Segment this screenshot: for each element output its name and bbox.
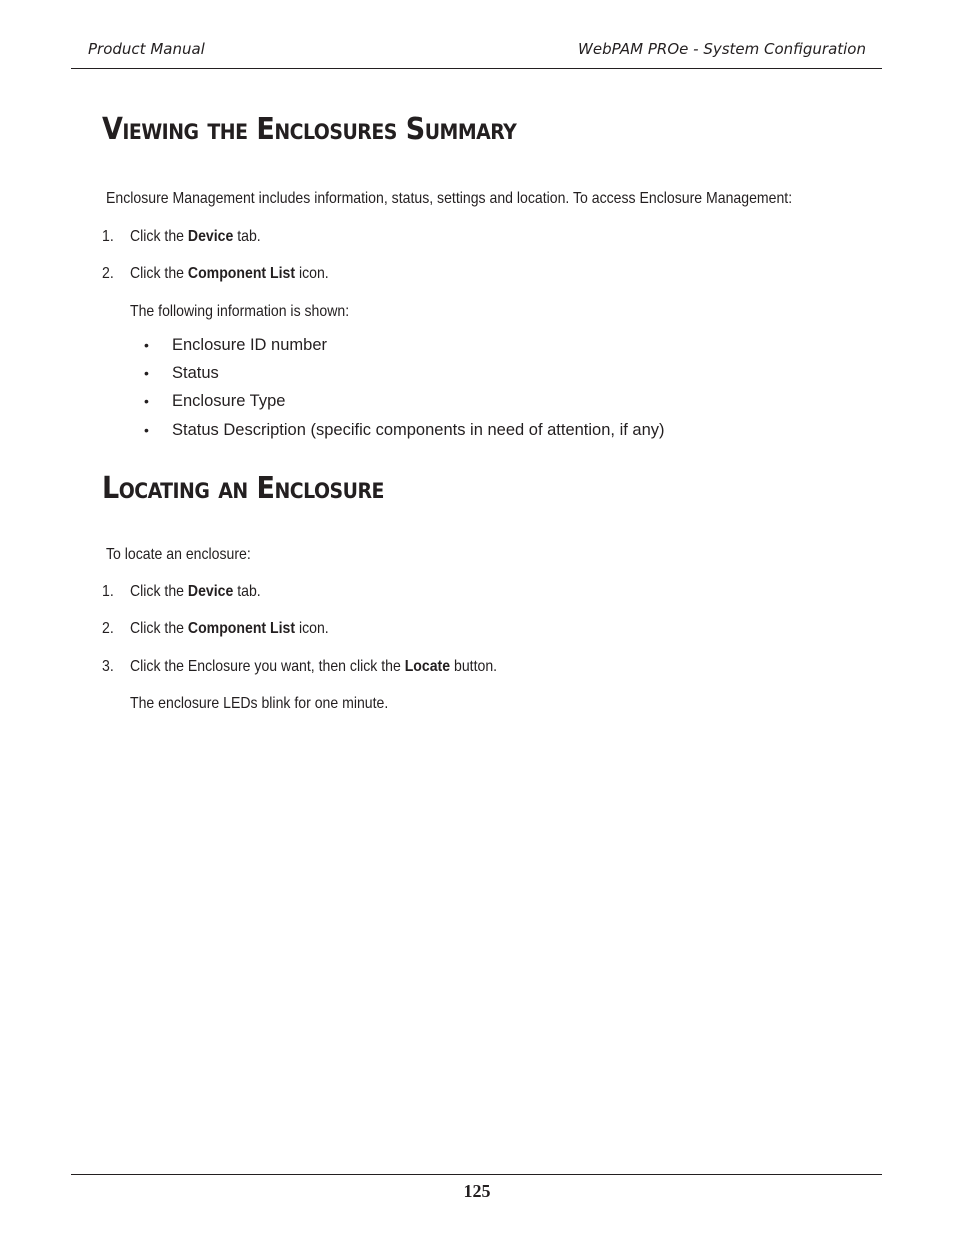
step-number: 2. <box>102 265 114 282</box>
section-heading-locating-enclosure: Locating an Enclosure <box>102 471 384 506</box>
header-chapter-title: WebPAM PROe - System Configuration <box>578 40 866 58</box>
step-text: Click the Component List icon. <box>130 265 329 282</box>
section2-intro: To locate an enclosure: <box>106 546 251 563</box>
page-number: 125 <box>463 1181 491 1201</box>
bullet-icon: • <box>144 337 149 353</box>
list-item: Enclosure ID number <box>172 336 327 354</box>
step-number: 1. <box>102 583 114 600</box>
step-text: Click the Device tab. <box>130 228 261 245</box>
bullet-icon: • <box>144 422 149 438</box>
step-number: 3. <box>102 658 114 675</box>
section1-note: The following information is shown: <box>130 303 350 320</box>
bullet-icon: • <box>144 365 149 381</box>
section1-intro: Enclosure Management includes information, status, settings and location. To access Enclosure Management: <box>106 190 793 207</box>
step-text: Click the Component List icon. <box>130 620 329 637</box>
step-number: 1. <box>102 228 114 245</box>
header-rule <box>71 68 882 69</box>
running-header <box>88 40 866 60</box>
section2-note: The enclosure LEDs blink for one minute. <box>130 695 389 712</box>
footer-rule <box>71 1174 882 1175</box>
step-text: Click the Enclosure you want, then click the Locate button. <box>130 658 498 675</box>
step-text: Click the Device tab. <box>130 583 261 600</box>
step-number: 2. <box>102 620 114 637</box>
list-item: Status Description (specific components in need of attention, if any) <box>172 421 665 439</box>
section-heading-viewing-enclosures: Viewing the Enclosures Summary <box>102 112 517 147</box>
list-item: Status <box>172 364 219 382</box>
list-item: Enclosure Type <box>172 392 286 410</box>
bullet-icon: • <box>144 393 149 409</box>
header-manual-title: Product Manual <box>88 40 205 58</box>
